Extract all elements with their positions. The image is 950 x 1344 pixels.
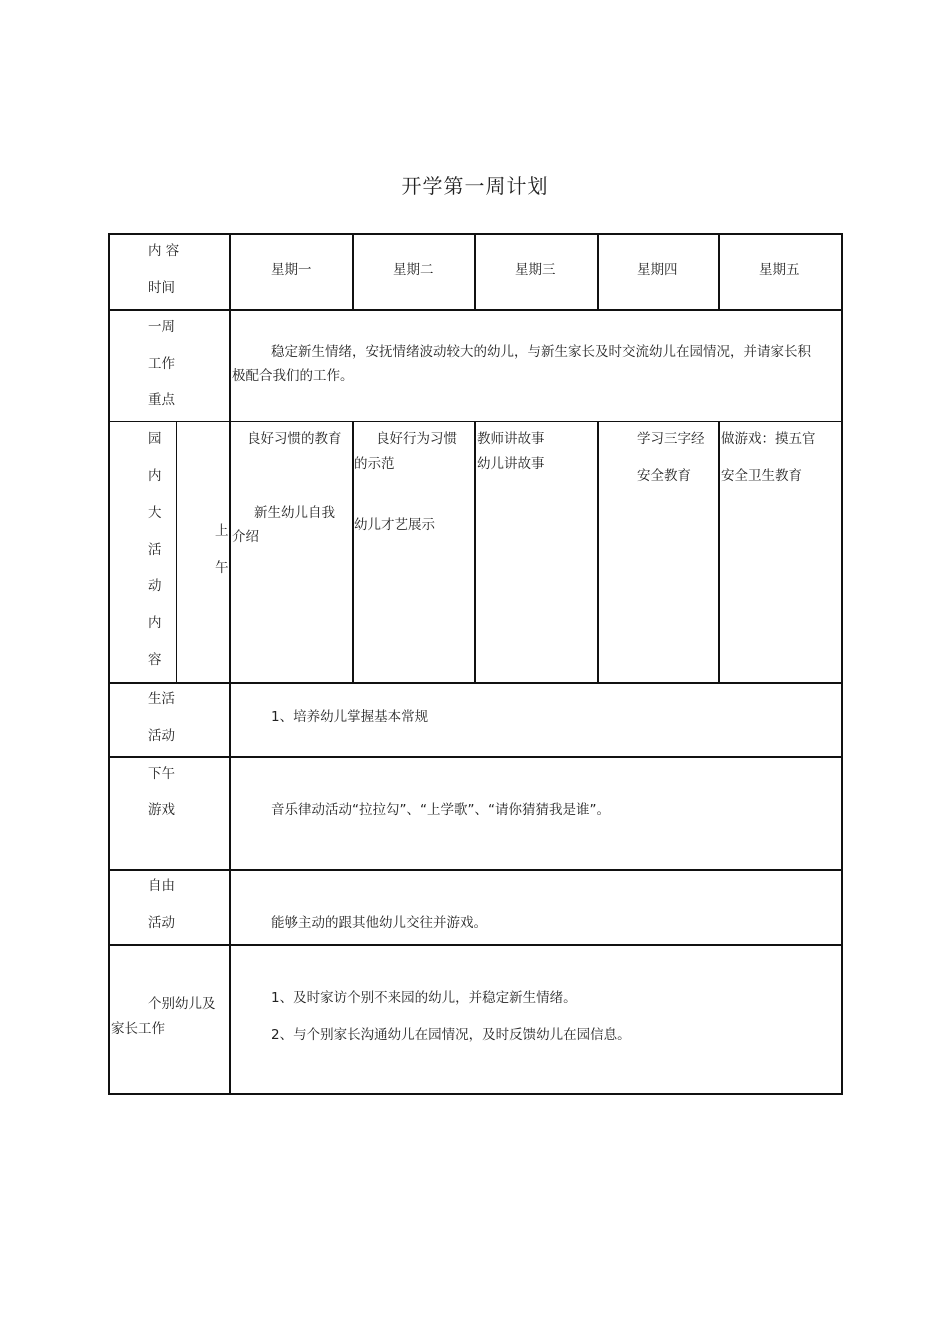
page-title: 开学第一周计划 — [401, 174, 549, 198]
activities-label-char-4: 活 — [148, 542, 162, 558]
fri-activity-2: 安全卫生教育 — [721, 468, 802, 484]
mon-activity-1: 良好习惯的教育 — [247, 431, 342, 447]
mon-activity-2a: 新生幼儿自我 — [254, 505, 335, 521]
afternoon-text: 音乐律动活动“拉拉勾”、“上学歌”、“请你猜猜我是谁”。 — [271, 802, 610, 818]
activities-label-char-2: 内 — [148, 468, 162, 484]
tue-activity-2: 幼儿才艺展示 — [354, 517, 435, 533]
life-text: 1、培养幼儿掌握基本常规 — [271, 709, 429, 725]
day-divider-4 — [718, 233, 720, 310]
am-label-2: 午 — [215, 560, 229, 576]
wed-activity-2: 幼儿讲故事 — [477, 456, 545, 472]
life-label-2: 活动 — [148, 728, 175, 744]
fri-activity-1: 做游戏：摸五官 — [721, 431, 816, 447]
mon-activity-2b: 介绍 — [232, 529, 259, 545]
day-header-thu: 星期四 — [637, 262, 678, 278]
am-label-1: 上 — [215, 523, 229, 539]
table-border-bottom — [108, 1093, 843, 1095]
life-label-1: 生活 — [148, 691, 175, 707]
day-divider-1 — [352, 233, 354, 310]
activities-label-char-1: 园 — [148, 431, 162, 447]
wed-activity-1: 教师讲故事 — [477, 431, 545, 447]
thu-activity-1: 学习三字经 — [637, 431, 705, 447]
week-focus-text-2: 极配合我们的工作。 — [232, 368, 354, 384]
row-divider-3 — [108, 682, 843, 684]
row-divider-2 — [108, 421, 843, 422]
row-divider-5 — [108, 869, 843, 871]
activities-label-char-7: 容 — [148, 652, 162, 668]
activities-label-char-5: 动 — [148, 578, 162, 594]
week-focus-label-3: 重点 — [148, 392, 175, 408]
week-focus-label-2: 工作 — [148, 356, 175, 372]
family-label-1: 个别幼儿及 — [148, 996, 216, 1012]
family-label-2: 家长工作 — [111, 1021, 165, 1037]
week-focus-label-1: 一周 — [148, 319, 175, 335]
table-border-right — [841, 233, 843, 1095]
tue-activity-1a: 良好行为习惯 — [376, 431, 457, 447]
family-item-2: 2、与个别家长沟通幼儿在园情况，及时反馈幼儿在园信息。 — [271, 1027, 631, 1043]
free-label-1: 自由 — [148, 878, 175, 894]
corner-time-label: 时间 — [148, 280, 175, 296]
day-header-wed: 星期三 — [515, 262, 556, 278]
day-divider-3b — [597, 421, 599, 683]
family-item-1: 1、及时家访个别不来园的幼儿，并稳定新生情绪。 — [271, 990, 577, 1006]
day-header-tue: 星期二 — [393, 262, 434, 278]
am-divider — [176, 421, 177, 683]
day-divider-2b — [474, 421, 476, 683]
afternoon-label-1: 下午 — [148, 766, 175, 782]
day-divider-4b — [718, 421, 720, 683]
label-column-divider — [229, 233, 231, 1095]
activities-label-char-3: 大 — [148, 505, 162, 521]
free-label-2: 活动 — [148, 915, 175, 931]
row-divider-1 — [108, 309, 843, 311]
row-divider-4 — [108, 756, 843, 758]
afternoon-label-2: 游戏 — [148, 802, 175, 818]
day-header-mon: 星期一 — [271, 262, 312, 278]
day-header-fri: 星期五 — [759, 262, 800, 278]
free-text: 能够主动的跟其他幼儿交往并游戏。 — [271, 915, 487, 931]
thu-activity-2: 安全教育 — [637, 468, 691, 484]
week-focus-text-1: 稳定新生情绪，安抚情绪波动较大的幼儿，与新生家长及时交流幼儿在园情况，并请家长积 — [271, 344, 811, 360]
row-divider-6 — [108, 944, 843, 946]
tue-activity-1b: 的示范 — [354, 456, 395, 472]
table-border-left — [108, 233, 110, 1095]
activities-label-char-6: 内 — [148, 615, 162, 631]
corner-content-label: 内 容 — [148, 243, 180, 259]
day-divider-3 — [597, 233, 599, 310]
day-divider-2 — [474, 233, 476, 310]
